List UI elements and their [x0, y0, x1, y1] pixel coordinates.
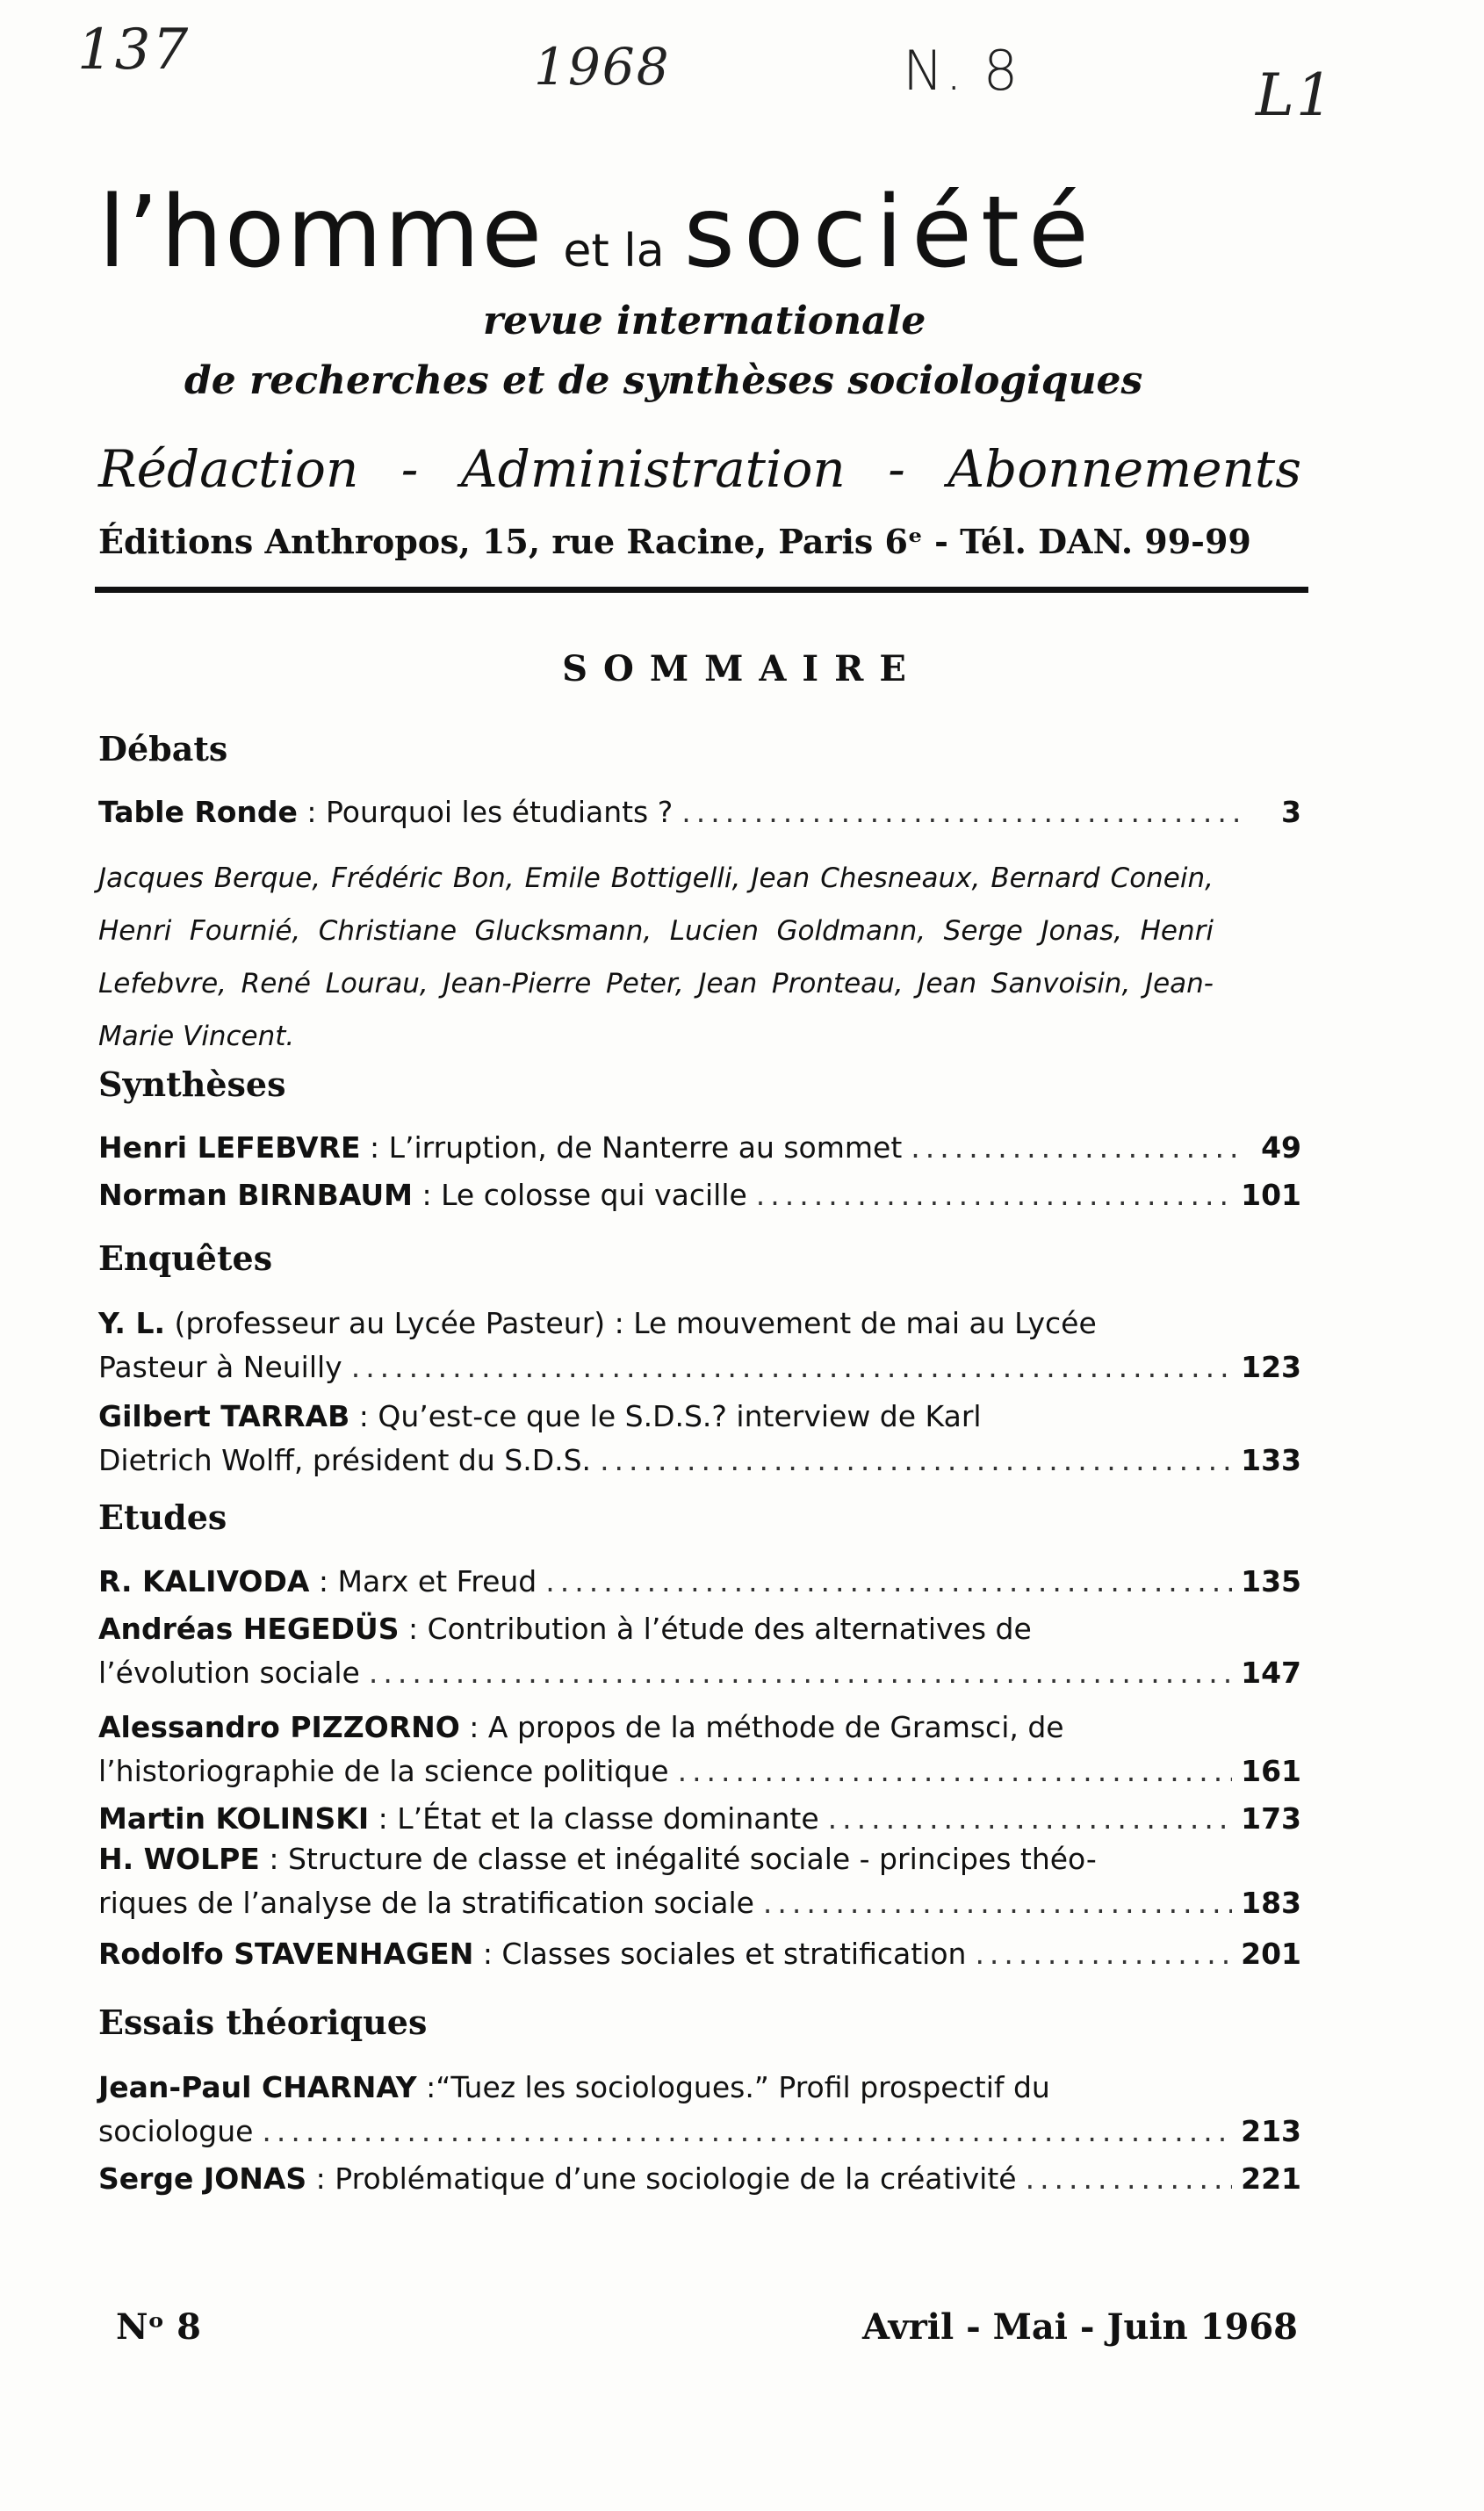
dot-leader — [369, 1651, 1232, 1695]
toc-entry-yl — [98, 1302, 1301, 1389]
entry-title: : Structure de classe et inégalité sociale - principes théo- — [269, 1842, 1097, 1876]
entry-title: : Qu’est-ce que le S.D.S.? interview de Karl — [358, 1399, 982, 1433]
entry-page: 213 — [1241, 2114, 1301, 2148]
section-heading-essais: Essais théoriques — [98, 2002, 428, 2042]
entry-title-continued: l’évolution sociale — [98, 1656, 360, 1690]
section-heading-syntheses: Synthèses — [98, 1064, 286, 1104]
entry-title-continued: l’historiographie de la science politique — [98, 1754, 669, 1788]
handwritten-mark: L1 — [1256, 61, 1335, 129]
redaction-item: Administration — [460, 439, 846, 499]
entry-title: : A propos de la méthode de Gramsci, de — [469, 1710, 1064, 1744]
entry-title: : Pourquoi les étudiants ? — [306, 795, 674, 829]
entry-title: (professeur au Lycée Pasteur) : Le mouvement de mai au Lycée — [174, 1306, 1097, 1340]
entry-author: Andréas HEGEDÜS — [98, 1612, 400, 1646]
entry-author: Table Ronde — [98, 795, 298, 829]
entry-title: : Problématique d’une sociologie de la créativité — [315, 2161, 1017, 2196]
dot-leader — [828, 1797, 1232, 1841]
dot-leader — [262, 2110, 1232, 2154]
entry-page: 3 — [1281, 795, 1301, 829]
entry-page: 133 — [1241, 1443, 1301, 1477]
subtitle-line-2: de recherches et de synthèses sociologiques — [184, 358, 1143, 403]
title-word-societe: société — [683, 176, 1098, 290]
entry-page: 161 — [1241, 1754, 1301, 1788]
dot-leader — [351, 1346, 1232, 1389]
dot-leader — [600, 1439, 1232, 1483]
entry-page: 221 — [1241, 2161, 1301, 2196]
redaction-separator: - — [888, 439, 905, 499]
toc-entry-kolinski — [98, 1797, 1301, 1841]
entry-title-continued: Dietrich Wolff, président du S.D.S. — [98, 1443, 592, 1477]
entry-title: : L’État et la classe dominante — [378, 1801, 819, 1836]
dot-leader — [975, 1932, 1232, 1976]
entry-author: Henri LEFEBVRE — [98, 1130, 361, 1165]
entry-author: Y. L. — [98, 1306, 166, 1340]
entry-author: Alessandro PIZZORNO — [98, 1710, 460, 1744]
entry-author: Martin KOLINSKI — [98, 1801, 370, 1836]
toc-entry-stavenhagen — [98, 1932, 1301, 1976]
entry-author: Rodolfo STAVENHAGEN — [98, 1937, 474, 1971]
entry-page: 49 — [1261, 1130, 1301, 1165]
entry-page: 147 — [1241, 1656, 1301, 1690]
entry-title: : Contribution à l’étude des alternatives de — [407, 1612, 1032, 1646]
entry-title-continued: sociologue — [98, 2114, 254, 2148]
title-word-homme: l’homme — [98, 176, 544, 290]
dot-leader — [545, 1560, 1232, 1604]
title-word-et-la: et la — [563, 225, 665, 278]
dot-leader — [1026, 2157, 1233, 2201]
toc-entry-pizzorno — [98, 1706, 1301, 1793]
entry-author: Serge JONAS — [98, 2161, 307, 2196]
toc-entry-lefebvre — [98, 1126, 1301, 1170]
journal-title — [98, 176, 1301, 290]
dot-leader — [763, 1881, 1232, 1925]
toc-entry-charnay — [98, 2066, 1301, 2154]
entry-title: : Marx et Freud — [318, 1564, 537, 1598]
entry-title-continued: riques de l’analyse de la stratification sociale — [98, 1886, 754, 1920]
dot-leader — [911, 1126, 1247, 1170]
toc-entry-birnbaum — [98, 1173, 1301, 1217]
footer-date: Avril - Mai - Juin 1968 — [862, 2306, 1298, 2348]
entry-author: H. WOLPE — [98, 1842, 260, 1876]
toc-entry-tarrab — [98, 1395, 1301, 1483]
entry-page: 123 — [1241, 1350, 1301, 1384]
dot-leader — [681, 790, 1247, 834]
handwritten-year: 1968 — [534, 37, 671, 97]
footer-issue-number: Nᵒ 8 — [116, 2306, 202, 2348]
entry-author: R. KALIVODA — [98, 1564, 310, 1598]
section-heading-debats: Débats — [98, 729, 228, 768]
dot-leader — [678, 1750, 1233, 1793]
page-footer — [116, 2306, 1298, 2348]
entry-author: Gilbert TARRAB — [98, 1399, 350, 1433]
section-heading-etudes: Etudes — [98, 1497, 227, 1537]
entry-title: : Le colosse qui vacille — [421, 1178, 747, 1212]
handwritten-issue: N. 8 — [903, 39, 1020, 103]
redaction-line — [98, 439, 1301, 499]
entry-title: :“Tuez les sociologues.” Profil prospectif du — [426, 2070, 1050, 2104]
redaction-item: Abonnements — [947, 439, 1301, 499]
sommaire-heading: SOMMAIRE — [562, 648, 922, 689]
dot-leader — [756, 1173, 1232, 1217]
toc-entry-hegedus — [98, 1607, 1301, 1695]
toc-entry-kalivoda — [98, 1560, 1301, 1604]
entry-author: Norman BIRNBAUM — [98, 1178, 413, 1212]
entry-page: 101 — [1241, 1178, 1301, 1212]
publisher-address: Éditions Anthropos, 15, rue Racine, Paris 6ᵉ - Tél. DAN. 99-99 — [98, 522, 1251, 561]
divider-rule — [95, 587, 1308, 593]
toc-entry-wolpe — [98, 1837, 1301, 1925]
toc-entry-jonas — [98, 2157, 1301, 2201]
handwritten-ref: 137 — [77, 18, 191, 83]
entry-author: Jean-Paul CHARNAY — [98, 2070, 417, 2104]
entry-page: 135 — [1241, 1564, 1301, 1598]
entry-page: 183 — [1241, 1886, 1301, 1920]
participants-list: Jacques Berque, Frédéric Bon, Emile Bottigelli, Jean Chesneaux, Bernard Conein, Henri Fournié, Christiane Glucksmann, Lucien Goldmann, Serge Jonas, Henri Lefebvre, René Lourau, Jean-Pierre Peter, Jean Pronteau, Jean Sanvoisin, Jean-Marie Vincent. — [98, 862, 1214, 1052]
entry-title: : L’irruption, de Nanterre au sommet — [370, 1130, 903, 1165]
section-heading-enquetes: Enquêtes — [98, 1238, 273, 1278]
redaction-separator: - — [400, 439, 419, 499]
entry-page: 201 — [1241, 1937, 1301, 1971]
subtitle-line-1: revue internationale — [483, 299, 926, 343]
entry-title: : Classes sociales et stratification — [482, 1937, 967, 1971]
entry-page: 173 — [1241, 1801, 1301, 1836]
toc-entry-table-ronde — [98, 790, 1301, 834]
entry-title-continued: Pasteur à Neuilly — [98, 1350, 342, 1384]
redaction-item: Rédaction — [98, 439, 359, 499]
